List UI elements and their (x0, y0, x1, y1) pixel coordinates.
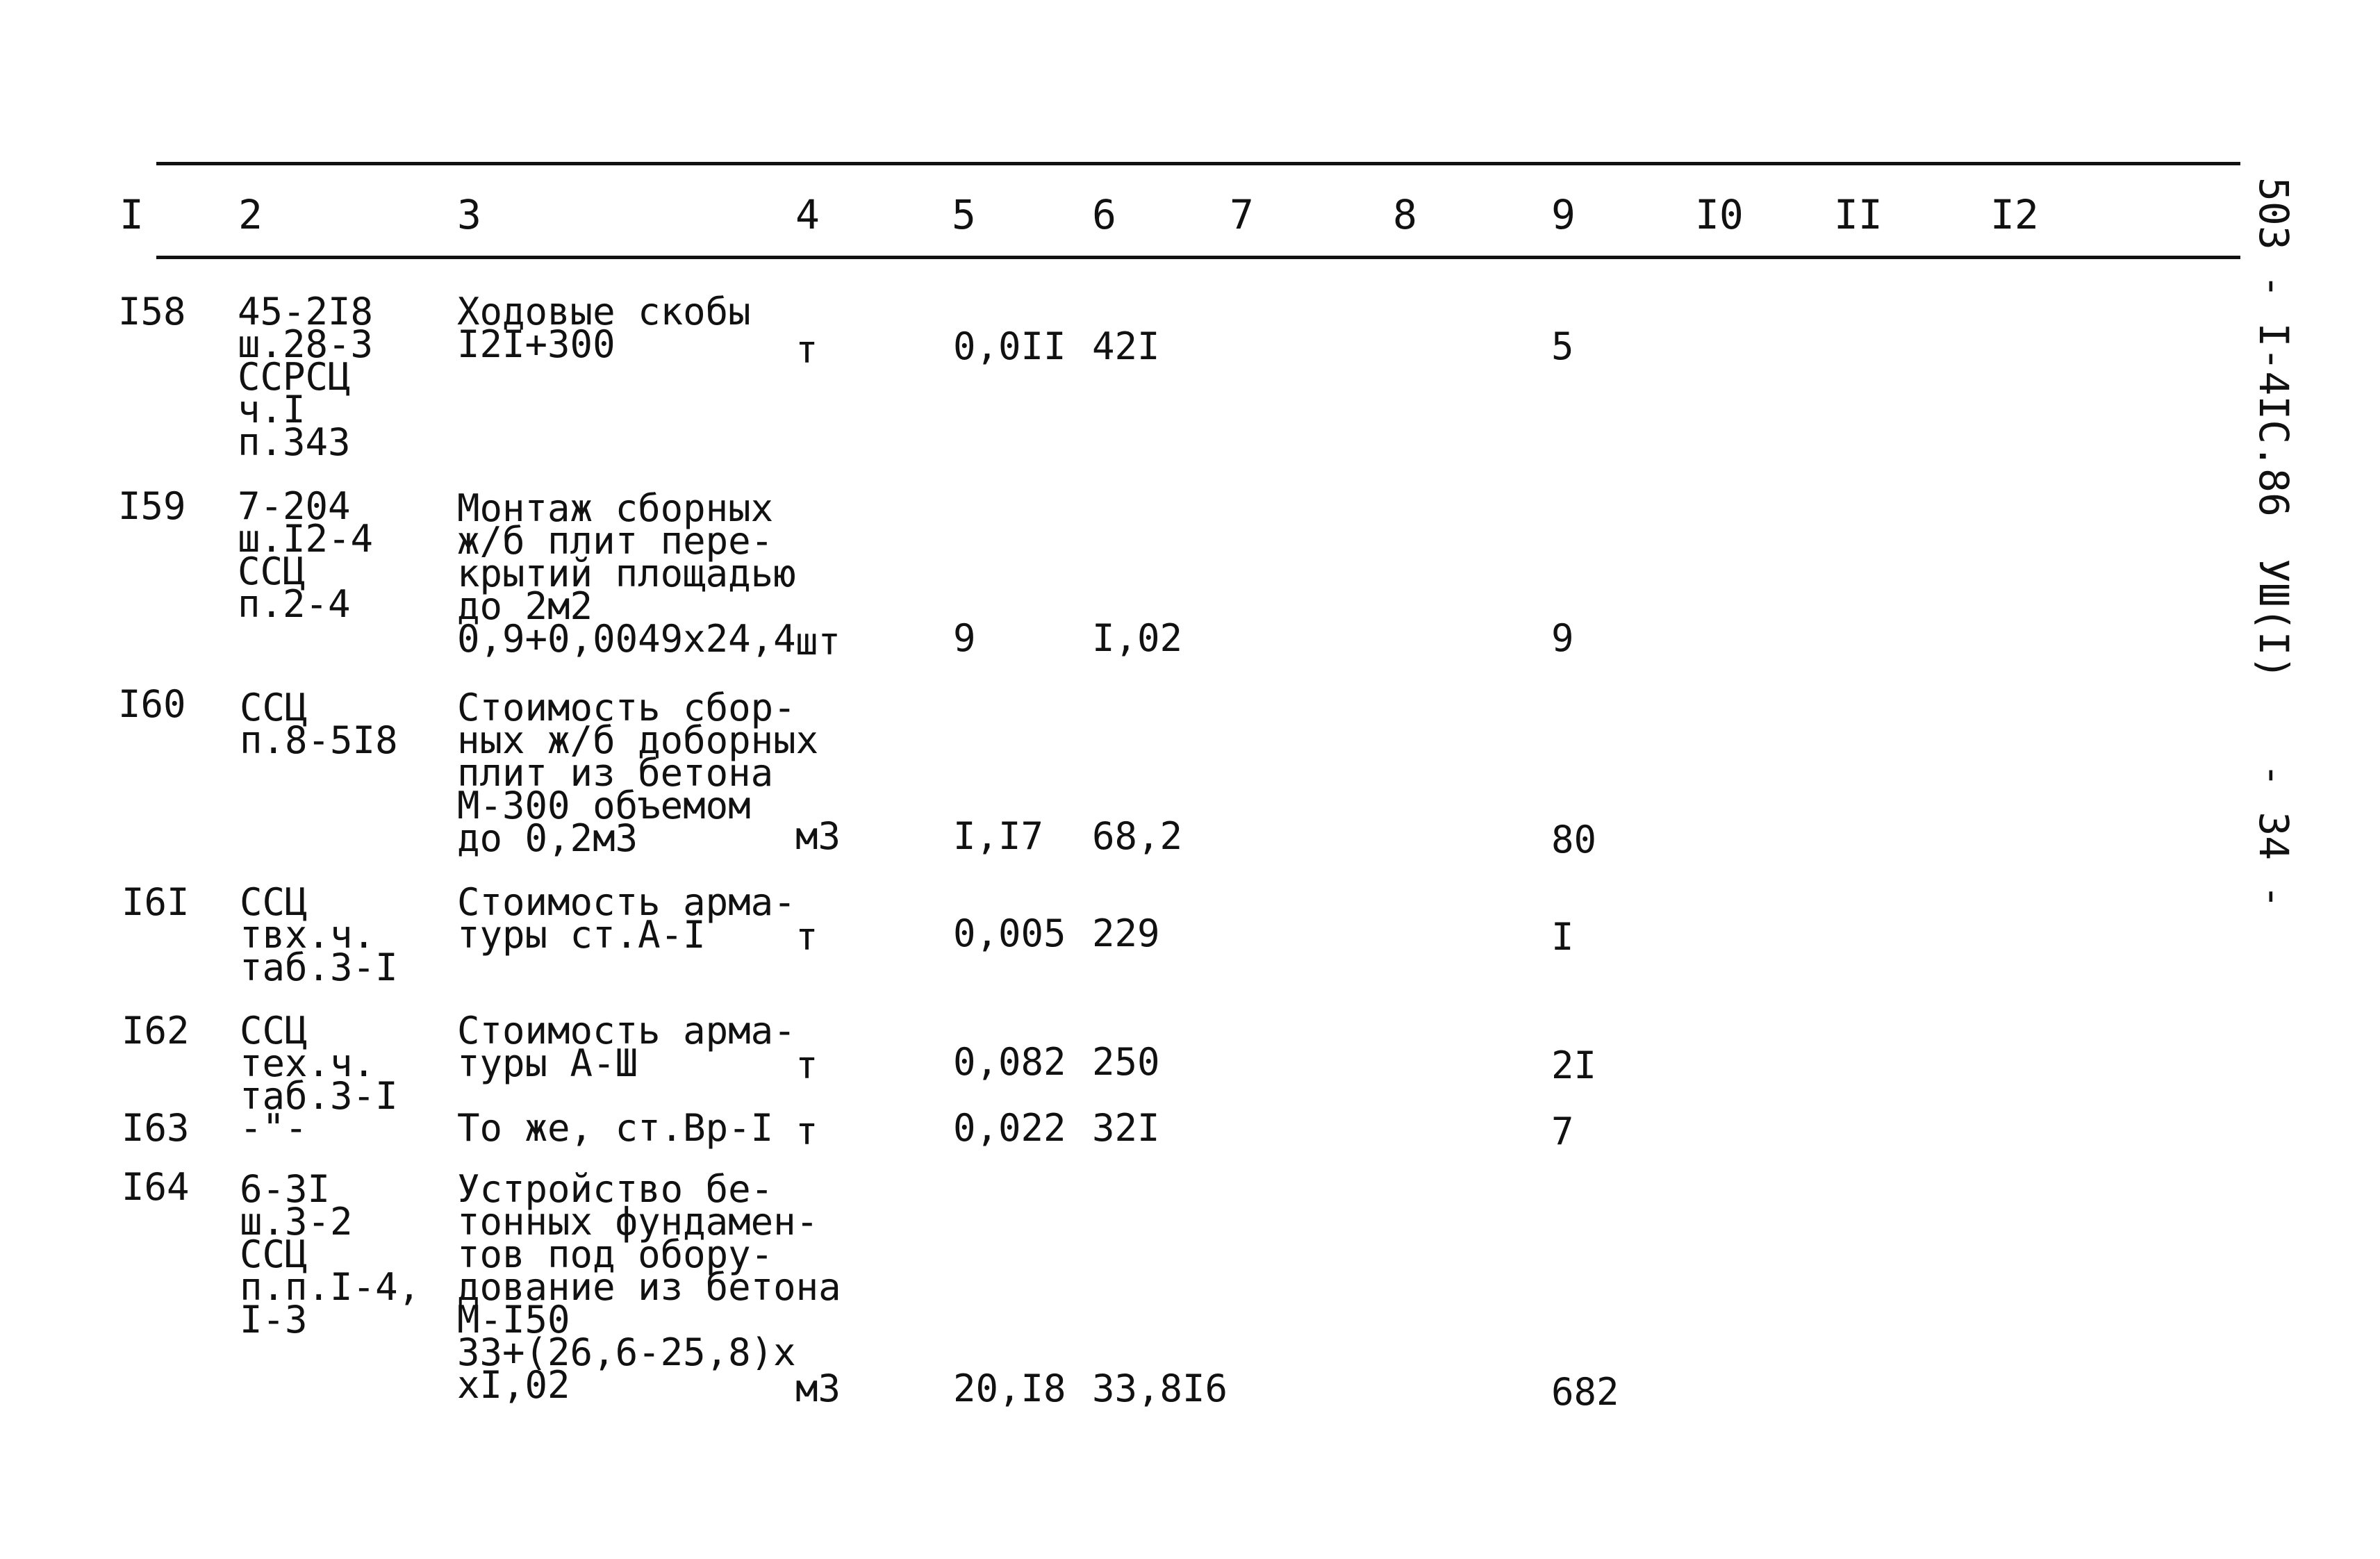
work-description: Стоимость арма- туры А-Ш (457, 1009, 796, 1085)
rate-reference: ССЦ твх.ч. таб.3-I (240, 880, 398, 989)
unit: т (795, 328, 818, 372)
unit-price: 42I (1092, 324, 1160, 368)
quantity: 9 (953, 616, 976, 660)
column-header-8: 8 (1393, 191, 1417, 238)
column-header-5: 5 (952, 191, 976, 238)
total-cost: 9 (1551, 616, 1574, 660)
row-number: I63 (122, 1106, 190, 1150)
unit-price: 250 (1092, 1040, 1160, 1084)
total-cost: 5 (1551, 324, 1574, 368)
document-code: 503 - I-4IC.86 (2250, 177, 2297, 517)
rate-reference: ССЦ п.8-5I8 (240, 686, 398, 762)
row-number: I59 (118, 484, 186, 528)
rate-reference: -"- (240, 1106, 308, 1150)
column-header-12: I2 (1990, 191, 2039, 238)
rate-reference: ССЦ тех.ч. таб.3-I (240, 1009, 398, 1118)
row-number: I62 (122, 1009, 190, 1053)
column-header-7: 7 (1230, 191, 1254, 238)
total-cost: 7 (1551, 1110, 1574, 1153)
quantity: 20,I8 (953, 1367, 1066, 1410)
column-header-11: II (1834, 191, 1883, 238)
unit-price: I,02 (1092, 616, 1183, 660)
work-description: Стоимость арма- туры ст.А-I (457, 880, 796, 957)
unit: т (795, 915, 818, 959)
total-cost: I (1551, 915, 1574, 959)
column-header-10: I0 (1695, 191, 1744, 238)
total-cost: 682 (1551, 1370, 1619, 1414)
column-header-6: 6 (1092, 191, 1116, 238)
quantity: 0,082 (953, 1040, 1066, 1084)
rate-reference: 45-2I8 ш.28-3 ССРСЦ ч.I п.343 (238, 290, 374, 464)
quantity: 0,022 (953, 1106, 1066, 1150)
quantity: I,I7 (953, 814, 1044, 858)
unit-price: 33,8I6 (1092, 1367, 1228, 1410)
work-description: Стоимость сбор- ных ж/б доборных плит из бетона М-300 объемом до 0,2м3 (457, 686, 819, 860)
work-description: Устройство бе- тонных фундамен- тов под обору- дование из бетона М-I50 33+(26,6-25,8)х хI,02 (457, 1167, 841, 1407)
total-cost: 80 (1551, 818, 1597, 861)
row-number: I60 (118, 682, 186, 726)
unit: т (795, 1044, 818, 1087)
total-cost: 2I (1551, 1044, 1597, 1087)
work-description: Монтаж сборных ж/б плит пере- крытий площадью до 2м2 0,9+0,0049х24,4 (457, 486, 796, 661)
unit: м3 (795, 814, 841, 858)
quantity: 0,005 (953, 912, 1066, 955)
unit: шт (795, 620, 841, 663)
column-header-9: 9 (1551, 191, 1576, 238)
header-rule (156, 256, 2240, 259)
quantity: 0,0II (953, 324, 1066, 368)
column-header-2: 2 (238, 191, 263, 238)
unit-price: 68,2 (1092, 814, 1183, 858)
column-header-3: 3 (457, 191, 481, 238)
rate-reference: 7-204 ш.I2-4 ССЦ п.2-4 (238, 484, 374, 626)
top-rule (156, 162, 2240, 165)
unit: м3 (795, 1367, 841, 1410)
column-header-4: 4 (795, 191, 820, 238)
unit-price: 229 (1092, 912, 1160, 955)
unit: т (795, 1110, 818, 1153)
row-number: I6I (122, 880, 190, 924)
column-header-1: I (119, 191, 144, 238)
row-number: I64 (122, 1165, 190, 1209)
album-number: УШ(I) (2250, 558, 2297, 680)
work-description: То же, ст.Вр-I (457, 1106, 774, 1150)
work-description: Ходовые скобы I2I+300 (457, 290, 751, 366)
row-number: I58 (118, 290, 186, 333)
rate-reference: 6-3I ш.3-2 ССЦ п.п.I-4, I-3 (240, 1167, 421, 1342)
margin-document-code (2250, 177, 2297, 909)
page-number: - 34 - (2250, 763, 2297, 909)
unit-price: 32I (1092, 1106, 1160, 1150)
